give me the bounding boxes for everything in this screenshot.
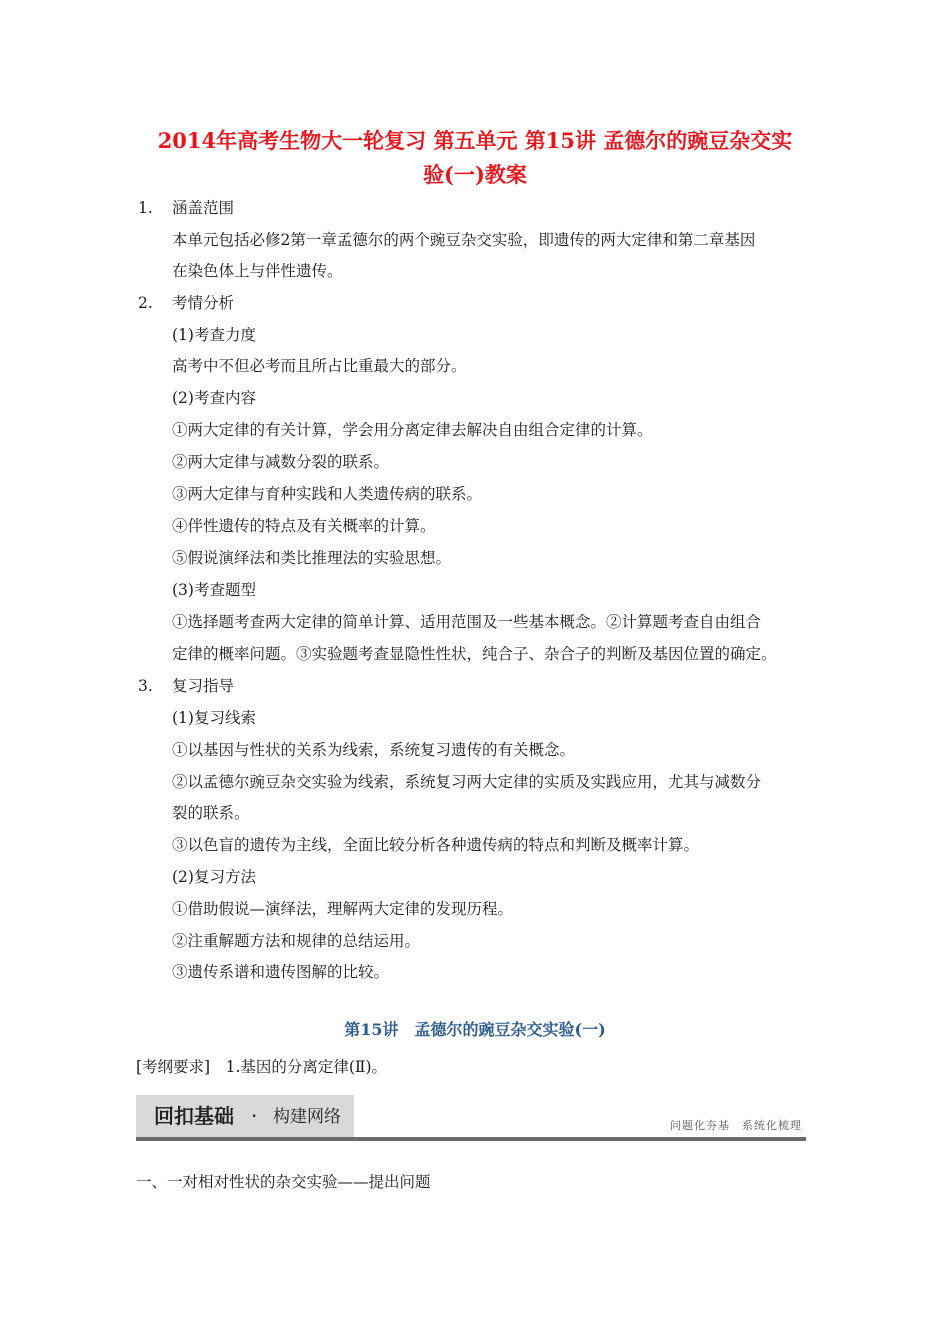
section-3-method-2: ②注重解题方法和规律的总结运用。 xyxy=(172,932,421,950)
section-2-item-2: ②两大定律与减数分裂的联系。 xyxy=(172,453,390,471)
section-3-sub-b: (2)复习方法 xyxy=(172,868,256,886)
section-2-item-4: ④伴性遗传的特点及有关概率的计算。 xyxy=(172,517,436,535)
section-3-number: 3. xyxy=(138,677,153,695)
section-banner xyxy=(136,1095,806,1141)
document-title xyxy=(130,124,820,192)
section-3-item-3: ③以色盲的遗传为主线，全面比较分析各种遗传病的特点和判断及概率计算。 xyxy=(172,836,700,854)
section-1-heading: 涵盖范围 xyxy=(172,199,235,217)
section-one-heading: 一、一对相对性状的杂交实验——提出问题 xyxy=(136,1173,431,1191)
section-3-item-1: ①以基因与性状的关系为线索，系统复习遗传的有关概念。 xyxy=(172,741,576,759)
title-line-2: 验(一)教案 xyxy=(423,162,527,187)
exam-requirement: [考纲要求] 1.基因的分离定律(Ⅱ)。 xyxy=(136,1058,388,1076)
section-2-number: 2. xyxy=(138,294,153,312)
section-2-sub-c-line-2: 定律的概率问题。③实验题考查显隐性性状，纯合子、杂合子的判断及基因位置的确定。 xyxy=(172,645,777,663)
banner-right-text: 问题化夯基 系统化梳理 xyxy=(670,1119,802,1132)
banner-separator: · xyxy=(251,1104,258,1128)
section-2-item-3: ③两大定律与育种实践和人类遗传病的联系。 xyxy=(172,485,483,503)
banner-sub-text: 构建网络 xyxy=(273,1107,341,1127)
section-2-item-5: ⑤假说演绎法和类比推理法的实验思想。 xyxy=(172,549,452,567)
title-line-1: 2014年高考生物大一轮复习 第五单元 第15讲 孟德尔的豌豆杂交实 xyxy=(157,128,793,153)
section-3-method-3: ③遗传系谱和遗传图解的比较。 xyxy=(172,963,390,981)
section-2-item-1: ①两大定律的有关计算，学会用分离定律去解决自由组合定律的计算。 xyxy=(172,421,653,439)
section-3-item-2-cont: 裂的联系。 xyxy=(172,804,250,822)
section-3-heading: 复习指导 xyxy=(172,677,235,695)
section-1-para-line-1: 本单元包括必修2第一章孟德尔的两个豌豆杂交实验，即遗传的两大定律和第二章基因 xyxy=(172,231,756,249)
banner-main-text: 回扣基础 xyxy=(154,1104,234,1128)
section-2-sub-a: (1)考查力度 xyxy=(172,326,256,344)
banner-underline xyxy=(136,1137,806,1141)
section-2-sub-a-text: 高考中不但必考而且所占比重最大的部分。 xyxy=(172,357,467,375)
section-2-heading: 考情分析 xyxy=(172,294,235,312)
section-2-sub-b: (2)考查内容 xyxy=(172,389,256,407)
section-3-item-2: ②以孟德尔豌豆杂交实验为线索，系统复习两大定律的实质及实践应用，尤其与减数分 xyxy=(172,773,762,791)
section-2-sub-c-line-1: ①选择题考查两大定律的简单计算、适用范围及一些基本概念。②计算题考查自由组合 xyxy=(172,613,762,631)
section-1-number: 1. xyxy=(138,199,153,217)
section-3-method-1: ①借助假说—演绎法，理解两大定律的发现历程。 xyxy=(172,900,514,918)
section-1-para-line-2: 在染色体上与伴性遗传。 xyxy=(172,262,343,280)
section-2-sub-c: (3)考查题型 xyxy=(172,581,256,599)
section-3-sub-a: (1)复习线索 xyxy=(172,709,256,727)
lecture-title: 第15讲 孟德尔的豌豆杂交实验(一) xyxy=(344,1020,606,1039)
